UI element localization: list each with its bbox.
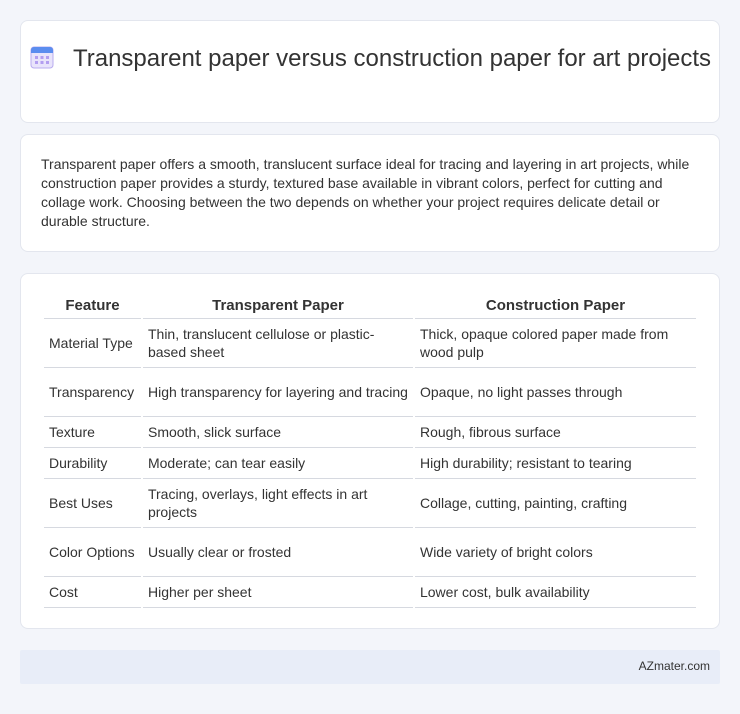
header-transparent-paper: Transparent Paper: [143, 295, 413, 319]
row-construction-value: High durability; resistant to tearing: [415, 448, 696, 479]
row-feature: Texture: [44, 417, 141, 448]
row-transparent-value: Moderate; can tear easily: [143, 448, 413, 479]
row-transparent-value: Smooth, slick surface: [143, 417, 413, 448]
row-feature: Cost: [44, 577, 141, 608]
table-row: [44, 479, 696, 528]
row-feature: Durability: [44, 448, 141, 479]
title-card: [20, 20, 720, 123]
row-construction-value: Rough, fibrous surface: [415, 417, 696, 448]
table-row: [44, 417, 696, 448]
row-construction-value: Thick, opaque colored paper made from wood pulp: [415, 319, 696, 368]
comparison-card: [20, 273, 720, 629]
row-transparent-value: Higher per sheet: [143, 577, 413, 608]
row-transparent-value: Thin, translucent cellulose or plastic-based sheet: [143, 319, 413, 368]
footer-bar: [20, 650, 720, 684]
page-title-wrap: [21, 44, 719, 74]
calendar-icon: [29, 44, 55, 70]
row-feature: Color Options: [44, 528, 141, 577]
header-construction-paper: Construction Paper: [415, 295, 696, 319]
row-transparent-value: Usually clear or frosted: [143, 528, 413, 577]
table-row: [44, 448, 696, 479]
description-card: [20, 134, 720, 252]
row-construction-value: Opaque, no light passes through: [415, 368, 696, 417]
row-transparent-value: High transparency for layering and tracing: [143, 368, 413, 417]
table-row: [44, 528, 696, 577]
row-construction-value: Collage, cutting, painting, crafting: [415, 479, 696, 528]
row-construction-value: Lower cost, bulk availability: [415, 577, 696, 608]
page-title: Transparent paper versus construction paper for art projects: [72, 45, 712, 72]
row-feature: Material Type: [44, 319, 141, 368]
comparison-table: [42, 295, 698, 608]
footer-brand: AZmater.com: [638, 659, 710, 673]
description-text: Transparent paper offers a smooth, translucent surface ideal for tracing and layering in art projects, while construction paper provides a sturdy, textured base available in vibrant colors, perfect for cutting and collage work. Choosing between the two depends on whether your project requires delicate detail or durable structure.: [41, 156, 690, 229]
table-header-row: [44, 295, 696, 319]
header-feature: Feature: [44, 295, 141, 319]
row-feature: Transparency: [44, 368, 141, 417]
table-row: [44, 319, 696, 368]
table-row: [44, 577, 696, 608]
row-feature: Best Uses: [44, 479, 141, 528]
row-construction-value: Wide variety of bright colors: [415, 528, 696, 577]
row-transparent-value: Tracing, overlays, light effects in art projects: [143, 479, 413, 528]
table-row: [44, 368, 696, 417]
